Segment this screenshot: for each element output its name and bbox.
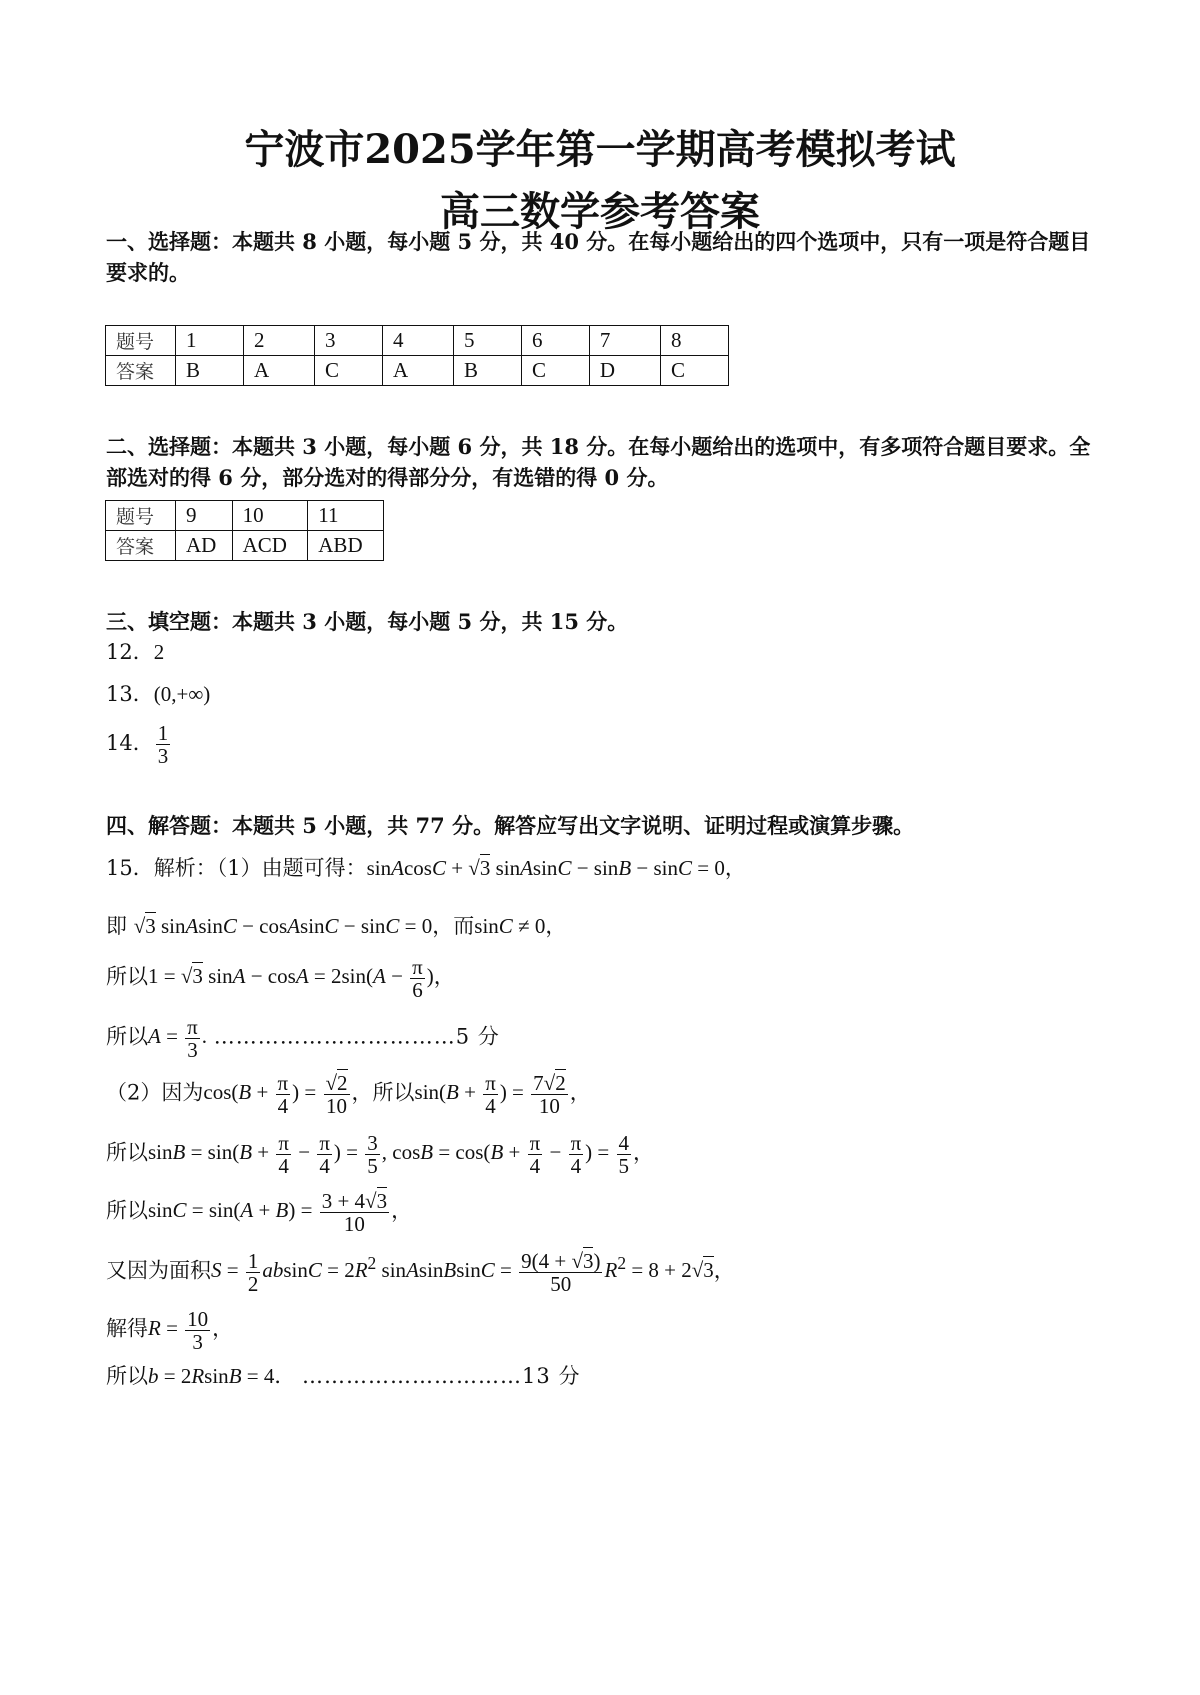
q12-answer: [106, 636, 164, 666]
solution-line-4: 所以A = $\frac{\pi}{3}$ . ……………………………5 分: [106, 1015, 500, 1063]
answer-cell: A: [382, 356, 453, 386]
table-row: [106, 326, 729, 356]
solution-line-5: （2）因为cos(B + $\frac{\pi}{4}$ ) = $\frac{√2}{10}$ ，所以sin(B + $\frac{\pi}{4}$ ) = $\frac{7√2}{10}$ ，: [106, 1071, 591, 1119]
answer-cell: C: [521, 356, 589, 386]
solution-line-7: 所以sinC = sin(A + B) = $\frac{3 + 4√3}{10}$ ，: [106, 1189, 413, 1237]
solution-line-10: 所以b = 2RsinB = 4． …………………………13 分: [106, 1364, 581, 1388]
section2-heading-line2: 部选对的得 6 分，部分选对的得部分分，有选错的得 0 分。: [106, 465, 669, 490]
score-mark-13: …………………………13 分: [302, 1364, 581, 1388]
score-mark-5: ……………………………5 分: [213, 1024, 500, 1049]
answer-cell: AD: [176, 531, 233, 561]
question-number: 2: [243, 326, 314, 356]
question-number: 4: [382, 326, 453, 356]
row-label: 答案: [106, 356, 176, 386]
answer-cell: C: [315, 356, 383, 386]
answer-cell: B: [176, 356, 244, 386]
page-title: 宁波市2025学年第一学期高考模拟考试: [244, 126, 956, 173]
question-number: 11: [308, 501, 384, 531]
table-row: [106, 531, 384, 561]
answer-cell: C: [660, 356, 728, 386]
table-row: [106, 356, 729, 386]
q13-number: 13．: [106, 682, 154, 706]
section2-answer-table: [105, 500, 384, 561]
question-number: 8: [660, 326, 728, 356]
page-subtitle: 高三数学参考答案: [440, 188, 760, 235]
question-number: 1: [176, 326, 244, 356]
solution-line-1: 15．解析：（1）由题可得：sinAcosC + √3 sinAsinC − sinB − sinC = 0，: [106, 856, 746, 880]
section1-answer-table: [105, 325, 729, 386]
q12-number: 12．: [106, 640, 154, 664]
question-number: 6: [521, 326, 589, 356]
solution-line-6: 所以sinB = sin(B + $\frac{\pi}{4}$ − $\frac{\pi}{4}$ ) = $\frac{3}{5}$ , cosB = cos(B + $\frac{\pi}{4}$ − $\frac{\pi}{4}$ ) = $\frac{4}{5}$ ，: [106, 1131, 655, 1179]
q14-answer: [106, 722, 172, 767]
answer-cell: ABD: [308, 531, 384, 561]
q14-fraction: $\frac{1}{3}$: [157, 721, 169, 769]
question-number: 10: [232, 501, 308, 531]
solution-line-2: 即 √3 sinAsinC − cosAsinC − sinC = 0，而sinC ≠ 0，: [106, 914, 567, 938]
answer-cell: A: [243, 356, 314, 386]
section4-heading: 四、解答题：本题共 5 小题，共 77 分。解答应写出文字说明、证明过程或演算步骤。: [106, 813, 915, 838]
solution-line-9: 解得R = $\frac{10}{3}$ ，: [106, 1307, 234, 1355]
q13-answer: [106, 678, 210, 708]
question-number: 9: [176, 501, 233, 531]
answer-cell: ACD: [232, 531, 308, 561]
solution-line-8: 又因为面积S = $\frac{1}{2}$ $absinC = 2R^2$ sinAsinBsinC = $\frac{9(4 + √3)}{50}$ $R^2 = 8 + 2√3$，: [106, 1249, 735, 1297]
solution-line-3: 所以1 = √3 sinA − cosA = 2sin(A − $\frac{\pi}{6}$ )，: [106, 955, 455, 1003]
question-number: 5: [454, 326, 522, 356]
row-label: 答案: [106, 531, 176, 561]
section2-heading-line1: 二、选择题：本题共 3 小题，每小题 6 分，共 18 分。在每小题给出的选项中，有多项符合题目要求。全: [106, 434, 1091, 459]
row-label: 题号: [106, 326, 176, 356]
section1-heading-line2: 要求的。: [106, 260, 190, 285]
answer-cell: B: [454, 356, 522, 386]
section3-heading: 三、填空题：本题共 3 小题，每小题 5 分，共 15 分。: [106, 609, 629, 634]
section1-heading-line1: 一、选择题：本题共 8 小题，每小题 5 分，共 40 分。在每小题给出的四个选项中，只有一项是符合题目: [106, 229, 1091, 254]
question-number: 7: [589, 326, 660, 356]
table-row: [106, 501, 384, 531]
question-number: 3: [315, 326, 383, 356]
row-label: 题号: [106, 501, 176, 531]
q13-value: (0,+∞): [153, 682, 211, 706]
answer-cell: D: [589, 356, 660, 386]
q12-value: 2: [153, 640, 165, 664]
q14-number: 14．: [106, 731, 154, 756]
